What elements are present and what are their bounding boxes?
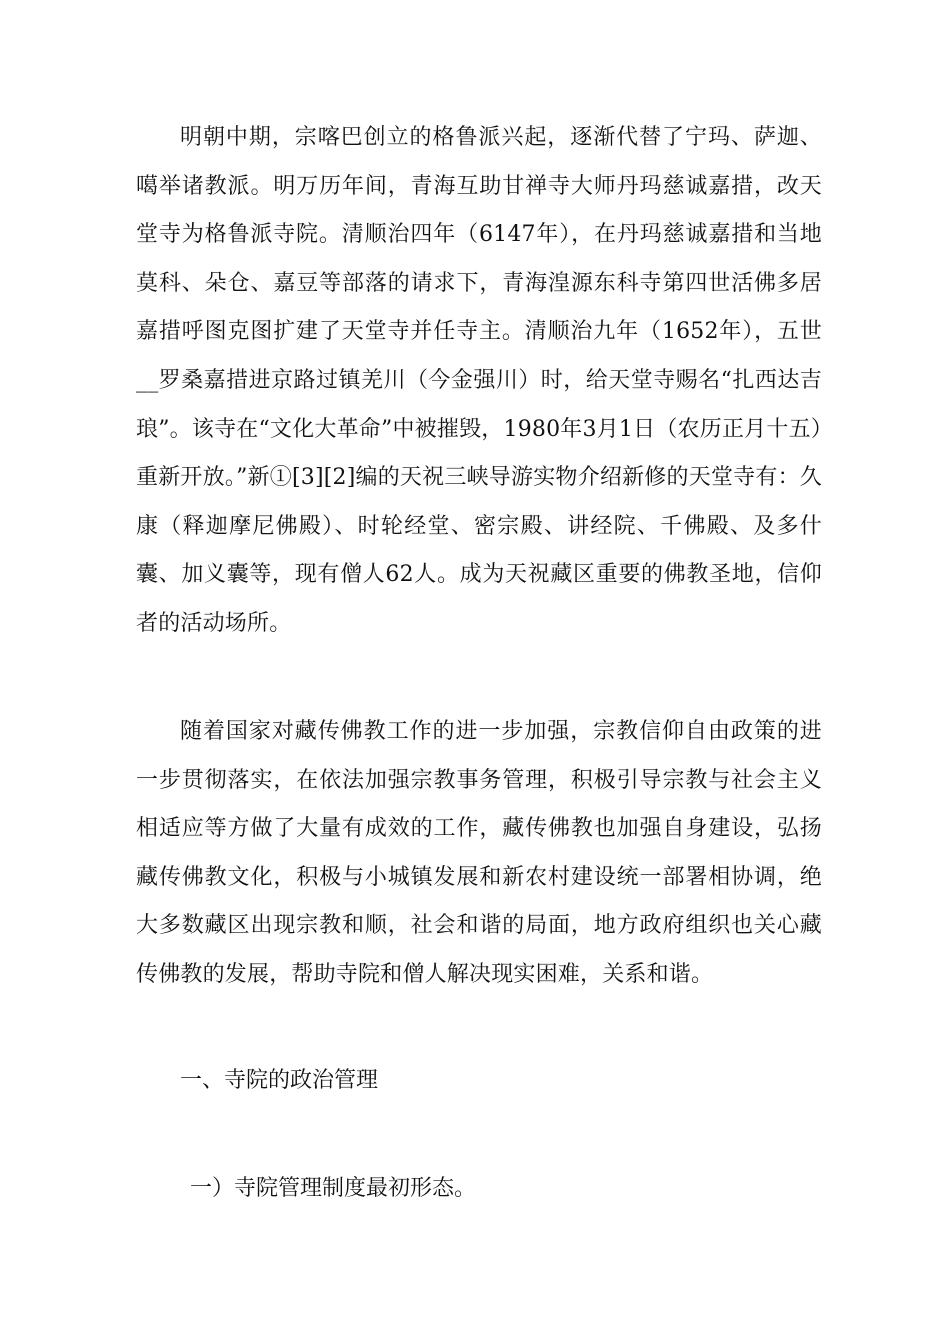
body-paragraph-policy: 随着国家对藏传佛教工作的进一步加强，宗教信仰自由政策的进一步贯彻落实，在依法加强宗教事务管理，积极引导宗教与社会主义相适应等方做了大量有成效的工作，藏传佛教也加强自身建设，弘扬藏传佛教文化，积极与小城镇发展和新农村建设统一部署相协调，绝大多数藏区出现宗教和顺，社会和谐的局面，地方政府组织也关心藏传佛教的发展，帮助寺院和僧人解决现实困难，关系和谐。 [136,719,822,987]
subsection-heading: 一）寺院管理制度最初形态。 [190,1176,477,1201]
section-heading: 一、寺院的政治管理 [180,1068,379,1093]
body-paragraph-history: 明朝中期，宗喀巴创立的格鲁派兴起，逐渐代替了宁玛、萨迦、噶举诸教派。明万历年间，青海互助甘禅寺大师丹玛慈诚嘉措，改天堂寺为格鲁派寺院。清顺治四年（6147年），在丹玛慈诚嘉措和当地莫科、朵仓、嘉豆等部落的请求下，青海湟源东科寺第四世活佛多居嘉措呼图克图扩建了天堂寺并任寺主。清顺治九年（1652年），五世__罗桑嘉措进京路过镇羌川（今金强川）时，给天堂寺赐名“扎西达吉琅”。该寺在“文化大革命”中被摧毁，1980年3月1日（农历正月十五）重新开放。”新①[3][2]编的天祝三峡导游实物介绍新修的天堂寺有：久康（释迦摩尼佛殿）、时轮经堂、密宗殿、讲经院、千佛殿、及多什囊、加义囊等，现有僧人62人。成为天祝藏区重要的佛教圣地，信仰者的活动场所。 [136,125,822,636]
